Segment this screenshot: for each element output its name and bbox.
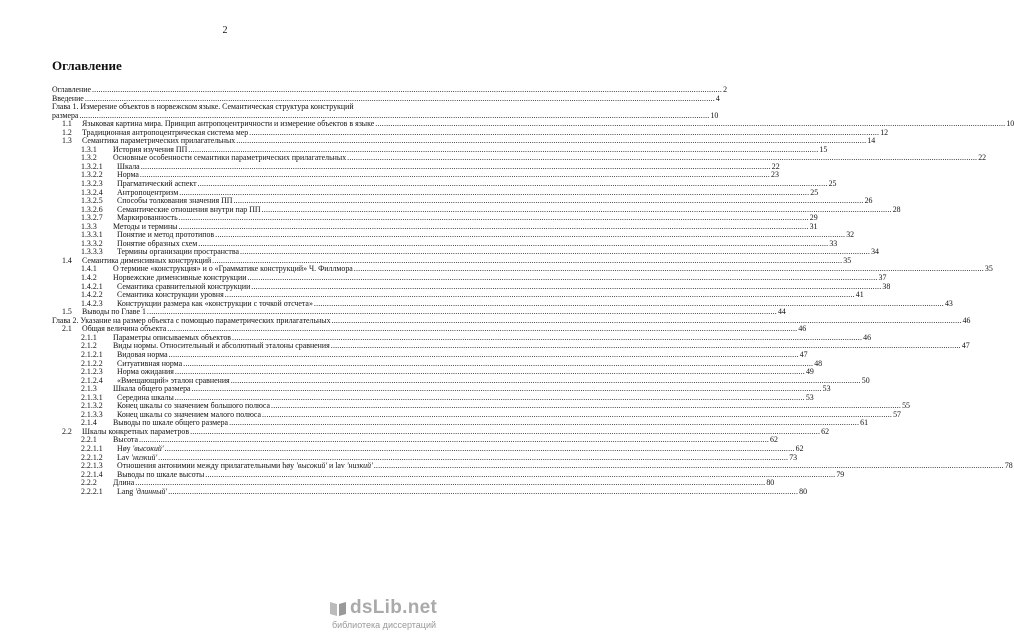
toc-entry-label: Понятие и метод прототипов <box>117 230 215 240</box>
toc-entry-label: Основные особенности семантики параметрических прилагательных <box>113 153 347 163</box>
toc-entry-label: Конструкции размера как «конструкции с точкой отсчета» <box>117 298 313 308</box>
toc-entry-number: 1.4.2.3 <box>81 298 103 308</box>
toc-entry-page: 10 <box>710 110 719 120</box>
toc-entry-page: 33 <box>829 238 838 248</box>
toc-entry-page: 35 <box>984 264 993 274</box>
toc-entry-gloss: 'низкий' <box>131 452 158 462</box>
toc-entry-label: Общая величина объекта <box>82 324 167 334</box>
toc-entry-number: 2.1.2.1 <box>81 349 103 359</box>
toc-entry-number: 2.1.2 <box>81 341 97 351</box>
toc-entry-label: Семантические отношения внутри пар ПП <box>117 204 261 214</box>
toc-entry-page: 61 <box>860 418 869 428</box>
book-icon <box>328 599 348 617</box>
toc-entry-number: 2.2 <box>62 426 72 436</box>
toc-entry-label: Понятие образных схем <box>117 238 198 248</box>
toc-entry-gloss: 'высокий' <box>296 461 328 471</box>
toc-entry-label: Длина <box>113 478 135 488</box>
toc-entry-number: 1.3.2.6 <box>81 204 103 214</box>
toc-entry-label: Lav <box>117 452 132 462</box>
toc-entry-number: 2.2.2 <box>81 478 97 488</box>
toc-entry-page: 15 <box>819 144 828 154</box>
toc-entry-page: 50 <box>861 375 870 385</box>
toc-entry-number: 1.3.2.3 <box>81 179 103 189</box>
toc-entry-page: 48 <box>814 358 823 368</box>
toc-entry-number: 1.1 <box>62 119 72 129</box>
toc-entry-number: 1.4.2 <box>81 273 97 283</box>
toc-entry-page: 37 <box>878 273 887 283</box>
toc-entry-page: 62 <box>770 435 778 445</box>
toc-entry-number: 1.3.3.3 <box>81 247 103 257</box>
toc-entry-label: Семантика дименсивных конструкций <box>82 255 212 265</box>
toc-entry-number: 1.3.2.1 <box>81 161 103 171</box>
toc-entry-page: 22 <box>771 161 780 171</box>
toc-leader-dots <box>168 488 798 497</box>
toc-entry-number: 1.4.1 <box>81 264 97 274</box>
toc-entry-page: 73 <box>789 452 798 462</box>
toc-entry-label: Шкала общего размера <box>113 384 191 394</box>
toc-entry-label: Норма ожидания <box>117 367 174 377</box>
toc-entry-number: 1.3.2.7 <box>81 213 103 223</box>
toc-entry-number: 2.1.3 <box>81 384 97 394</box>
toc-entry-number: 2.1 <box>62 324 72 334</box>
toc-entry-number: 2.1.3.2 <box>81 401 103 411</box>
toc-entry-label: Норвежские дименсивные конструкции <box>113 273 247 283</box>
toc-entry-page: 78 <box>1004 461 1013 471</box>
toc-entry-label: Высота <box>113 435 138 445</box>
toc-entry-number: 1.3.3.1 <box>81 230 103 240</box>
toc-entry-number: 1.4.2.1 <box>81 281 103 291</box>
toc-entry-gloss: 'длинный' <box>135 486 168 496</box>
toc-entry-number: 1.3.2.5 <box>81 196 103 206</box>
toc-entry-page: 38 <box>882 281 891 291</box>
toc-entry-page: 29 <box>809 213 818 223</box>
toc-entry-page: 46 <box>798 324 807 334</box>
toc-entry-label: Глава 1. Измерение объектов в норвежском языке. Семантическая структура конструкций <box>52 102 354 112</box>
toc-entry-page: 47 <box>799 349 808 359</box>
toc-entry-label: Høy <box>117 443 133 453</box>
toc-entry-label: Отношения антонимии между прилагательными høy <box>117 461 297 471</box>
toc-entry-label: Выводы по Главе 1 <box>82 307 146 317</box>
toc-entry-page: 2 <box>723 85 728 94</box>
toc-entry-page: 28 <box>892 204 901 214</box>
toc-entry-number: 1.3.3.2 <box>81 238 103 248</box>
toc-entry-number: 2.1.2.3 <box>81 367 103 377</box>
toc-entry-label: размера <box>52 110 79 120</box>
toc-entry-page: 25 <box>810 187 819 197</box>
toc-entry-number: 1.4 <box>62 255 72 265</box>
toc-entry-label: Способы толкования значения ПП <box>117 196 233 206</box>
toc-entry-page: 26 <box>864 196 873 206</box>
toc-entry-label: «Вмещающий» эталон сравнения <box>117 375 230 385</box>
toc-entry-number: 1.3.2.4 <box>81 187 103 197</box>
table-of-contents <box>52 85 1014 496</box>
toc-entry-label: Ситуативная норма <box>117 358 183 368</box>
toc-entry-page: 10 <box>1006 119 1014 129</box>
toc-entry-label: Методы и термины <box>113 221 178 231</box>
toc-entry-page: 62 <box>821 426 830 436</box>
toc-entry-number: 1.2 <box>62 127 72 137</box>
toc-entry-page: 47 <box>961 341 970 351</box>
watermark <box>320 595 450 637</box>
toc-entry-number: 2.2.1.4 <box>81 469 103 479</box>
toc-entry-label: Выводы по шкале общего размера <box>113 418 229 428</box>
toc-entry-number: 1.3.3 <box>81 221 97 231</box>
toc-entry-label: Маркированность <box>117 213 178 223</box>
toc-entry-number: 1.3.2.2 <box>81 170 103 180</box>
toc-entry-page: 35 <box>843 255 852 265</box>
toc-entry-page: 46 <box>962 315 971 325</box>
toc-entry-label: Термины организации пространства <box>117 247 239 257</box>
toc-entry-page: 14 <box>867 136 876 146</box>
toc-entry-label: Традиционная антропоцентрическая система мер <box>82 127 249 137</box>
toc-entry-number: 2.2.1 <box>81 435 97 445</box>
toc-entry-page: 43 <box>944 298 953 308</box>
toc-entry-label: Шкала <box>117 161 140 171</box>
toc-entry-page: 46 <box>863 332 872 342</box>
toc-entry-label: Lang <box>117 486 136 496</box>
toc-entry-page: 41 <box>855 290 864 300</box>
toc-entry-label: Семантика параметрических прилагательных <box>82 136 236 146</box>
toc-entry-page: 53 <box>822 384 831 394</box>
toc-entry-page: 49 <box>805 367 814 377</box>
toc-entry-label: Норма <box>117 170 139 180</box>
toc-entry-number: 1.3.2 <box>81 153 97 163</box>
toc-entry-label: Прагматический аспект <box>117 179 197 189</box>
toc-entry-page: 80 <box>799 486 808 496</box>
toc-entry-page: 12 <box>880 127 889 137</box>
toc-entry-number: 2.1.1 <box>81 332 97 342</box>
toc-entry-number: 2.1.2.4 <box>81 375 103 385</box>
toc-entry-label: Оглавление <box>52 85 91 94</box>
watermark-logo: dsLib.net <box>350 597 438 618</box>
toc-entry-number: 2.1.4 <box>81 418 97 428</box>
toc-entry-label: Шкалы конкретных параметров <box>82 426 190 436</box>
watermark-subtitle: библиотека диссертаций <box>332 620 437 630</box>
toc-entry-page: 25 <box>828 179 837 189</box>
toc-entry-page: 53 <box>805 392 814 402</box>
toc-entry-label: Языковая картина мира. Принцип антропоцентричности и измерение объектов в языке <box>82 119 375 129</box>
toc-entry-label: Конец шкалы со значением большого полюса <box>117 401 271 411</box>
page-number: 2 <box>222 25 228 36</box>
toc-entry-gloss: 'высокий' <box>132 443 164 453</box>
toc-entry-label: О термине «конструкция» и о «Грамматике конструкций» Ч. Филлмора <box>113 264 353 274</box>
toc-entry-label: Антропоцентризм <box>117 187 179 197</box>
toc-entry-page: 31 <box>809 221 818 231</box>
toc-entry[interactable] <box>52 486 808 497</box>
toc-entry-text <box>117 488 167 497</box>
toc-entry-label: Глава 2. Указание на размер объекта с помощью параметрических прилагательных <box>52 315 331 325</box>
toc-entry-page: 44 <box>777 307 786 317</box>
toc-entry-number: 2.1.2.2 <box>81 358 103 368</box>
toc-entry-page: 23 <box>771 170 779 180</box>
toc-entry-label: История изучения ПП <box>113 144 188 154</box>
toc-entry-page: 22 <box>978 153 987 163</box>
toc-entry-label: Видовая норма <box>117 349 168 359</box>
toc-entry-page: 34 <box>871 247 879 257</box>
toc-entry-label: Параметры описываемых объектов <box>113 332 232 342</box>
toc-entry-label: Семантика конструкции уровня <box>117 290 224 300</box>
toc-entry-page: 32 <box>846 230 855 240</box>
toc-entry-number: 1.3.1 <box>81 144 97 154</box>
toc-entry-label: Семантика сравнительной конструкции <box>117 281 251 291</box>
toc-entry-number: 1.5 <box>62 307 72 317</box>
toc-entry-number: 1.4.2.2 <box>81 290 103 300</box>
toc-entry-label-2: и lav <box>327 461 347 471</box>
toc-entry-label: Середина шкалы <box>117 392 174 402</box>
toc-entry-label: Виды нормы. Относительный и абсолютный эталоны сравнения <box>113 341 330 351</box>
toc-entry-page: 80 <box>766 478 775 488</box>
toc-entry-page: 62 <box>795 443 804 453</box>
toc-title: Оглавление <box>52 58 122 73</box>
toc-entry-label: Введение <box>52 93 84 103</box>
toc-entry-number: 2.1.3.1 <box>81 392 103 402</box>
toc-entry-number: 2.2.1.2 <box>81 452 103 462</box>
toc-entry-number: 2.1.3.3 <box>81 409 103 419</box>
toc-entry-number: 2.2.1.1 <box>81 443 103 453</box>
toc-entry-label: Конец шкалы со значением малого полюса <box>117 409 261 419</box>
toc-entry-gloss-2: 'низкий' <box>346 461 373 471</box>
toc-entry-number: 2.2.1.3 <box>81 461 103 471</box>
toc-entry-page: 4 <box>715 93 720 103</box>
toc-entry-number: 1.3 <box>62 136 72 146</box>
toc-entry-label: Выводы по шкале высоты <box>117 469 205 479</box>
toc-entry-page: 79 <box>836 469 845 479</box>
toc-entry-page: 57 <box>893 409 901 419</box>
toc-entry-number: 2.2.2.1 <box>81 486 103 496</box>
toc-entry-page: 55 <box>902 401 910 411</box>
